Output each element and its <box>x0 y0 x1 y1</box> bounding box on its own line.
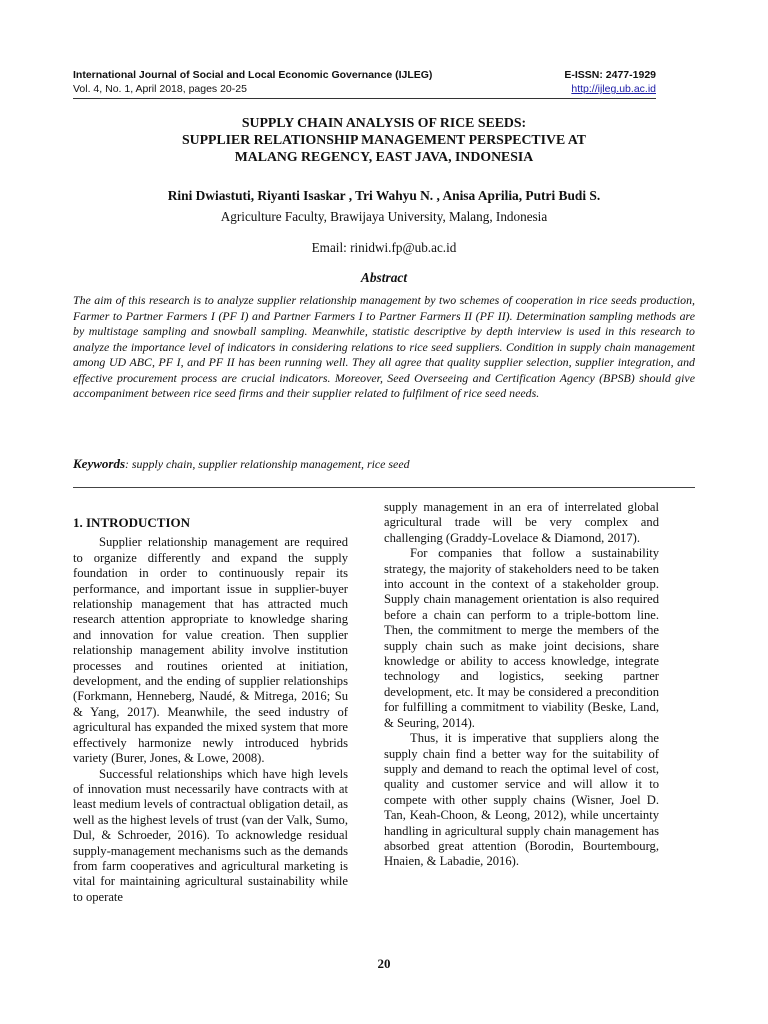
keywords <box>73 456 695 472</box>
journal-header <box>73 68 656 96</box>
abstract-text: The aim of this research is to analyze supplier relationship management by two schemes of cooperation in rice seeds production, Farmer to Partner Farmers I (PF I) and Partner Farmers I to Partner Farmers II (PF II). Determination sampling methods are by multistage sampling and snowball sampling. Meanwhile, statistic descriptive by depth interview is used in this research to analyze the importance level of indicators in considering relations to rice seed suppliers. Condition in supply chain management among UD ABC, PF I, and PF II has been running well. They all agree that quality supplier selection, supplier integration, and effective procurement process are crucial indicators. Moreover, Seed Overseeing and Certification Agency (BPSB) should give accompaniment between rice seed firms and their supplier related to fulfilment of rice seed needs. <box>73 293 695 400</box>
right-column <box>384 500 659 870</box>
paragraph: Successful relationships which have high levels of innovation must necessarily have contracts with at least medium levels of contractual obligation detail, as well as the highest levels of trust (van der Valk, Sumo, Dul, & Schroeder, 2016). To acknowledge residual supply-management mechanisms such as the demands from farm cooperatives and agricultural marketing is vital for maintaining agricultural sustainability while to operate <box>73 766 348 904</box>
email: Email: rinidwi.fp@ub.ac.id <box>311 240 457 255</box>
body-divider <box>73 487 695 488</box>
authors: Rini Dwiastuti, Riyanti Isaskar , Tri Wahyu N. , Anisa Aprilia, Putri Budi S. <box>167 188 601 203</box>
affiliation: Agriculture Faculty, Brawijaya University, Malang, Indonesia <box>220 209 548 224</box>
issn: E-ISSN: 2477-1929 <box>564 69 656 81</box>
issue-info: Vol. 4, No. 1, April 2018, pages 20-25 <box>73 83 247 95</box>
abstract-heading: Abstract <box>360 270 408 285</box>
title-line: SUPPLIER RELATIONSHIP MANAGEMENT PERSPECTIVE AT <box>181 132 586 147</box>
paragraph: Thus, it is imperative that suppliers along the supply chain find a better way for the suitability of supply and demand to reach the optimal level of cost, quality and customer service and will allow it to compete with other supply chains (Wisner, Joel D. Tan, Keah-Choon, & Leong, 2012), while uncertainty handling in agricultural supply chain management has absorbed great attention (Borodin, Bourtembourg, Hnaien, & Labadie, 2016). <box>384 731 659 869</box>
title-line: SUPPLY CHAIN ANALYSIS OF RICE SEEDS: <box>241 115 527 130</box>
section-heading: 1. INTRODUCTION <box>73 515 191 530</box>
paragraph: supply management in an era of interrelated global agricultural trade will be very complex and challenging (Graddy-Lovelace & Diamond, 2017). <box>384 500 659 545</box>
page-number: 20 <box>377 956 391 971</box>
journal-url-link[interactable]: http://ijleg.ub.ac.id <box>571 83 656 95</box>
journal-name: International Journal of Social and Local Economic Governance (IJLEG) <box>73 69 433 81</box>
paper-title <box>73 114 695 165</box>
keywords-text: : supply chain, supplier relationship management, rice seed <box>125 457 410 471</box>
paragraph: For companies that follow a sustainability strategy, the majority of stakeholders need to be taken into account in the context of a stakeholder group. Supply chain management orientation is also required before a chain can perform to a triple-bottom line. Then, the commitment to merge the members of the supply chain such as make joint decisions, share knowledge or ability to access knowledge, integrate technology and logistics, seeking partner development, etc. It may be considered a precondition for fulfilling a commitment to viability (Beske, Land, & Seuring, 2014). <box>384 546 659 730</box>
left-column <box>73 500 348 905</box>
paragraph: Supplier relationship management are required to organize differently and expand the supply foundation in order to continuously repair its performance, and important issue in supplier-buyer relationship management that has attracted much research attention appropriate to knowledge sharing and innovation for value creation. Then supplier relationship management ability involve institution processes and routines oriented at initiation, development, and the ending of supplier relationships (Forkmann, Henneberg, Naudé, & Mitrega, 2016; Su & Yang, 2017). Meanwhile, the seed industry of agricultural has expanded the mixed system that more effectively harmonize newly introduced hybrids variety (Burer, Jones, & Lowe, 2008). <box>73 535 348 766</box>
header-divider <box>73 98 656 99</box>
title-line: MALANG REGENCY, EAST JAVA, INDONESIA <box>234 149 534 164</box>
keywords-label: Keywords <box>73 456 125 471</box>
